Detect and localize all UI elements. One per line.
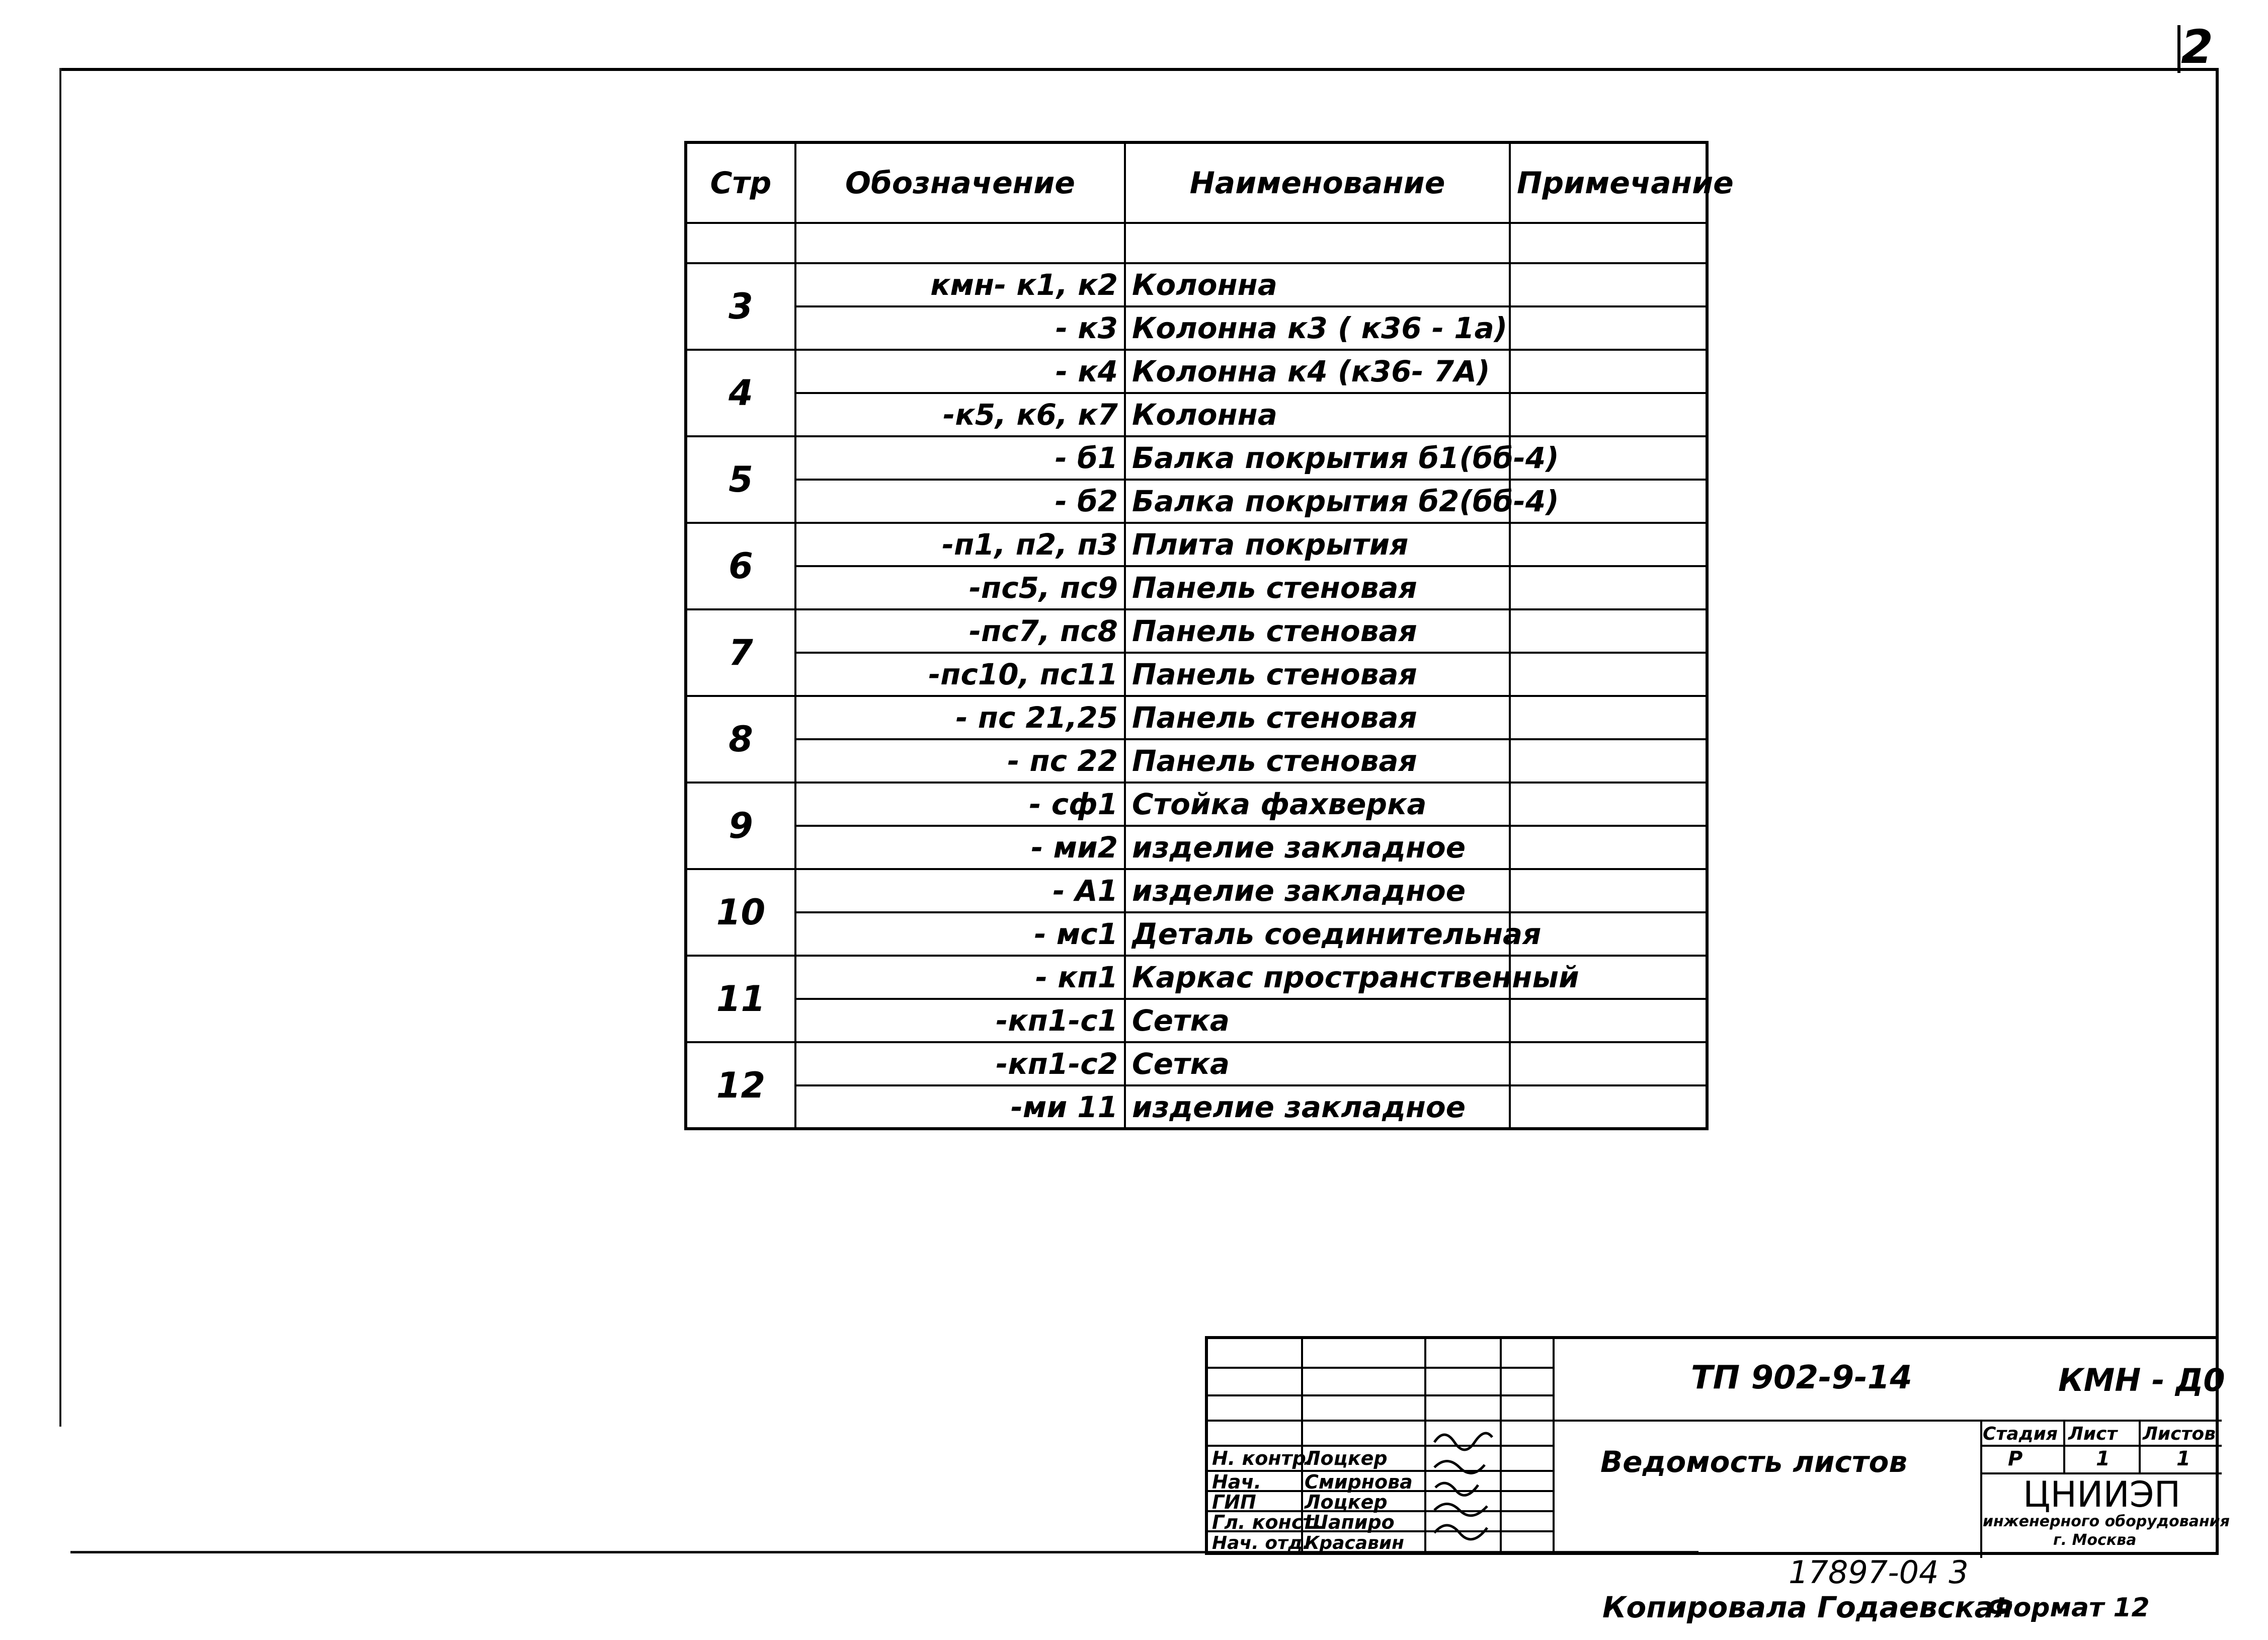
role-label: Н. контр. [1212,1447,1314,1469]
role-name: Лоцкер [1305,1447,1388,1469]
code-cell: - б2 [795,480,1125,523]
org-city: г. Москва [2053,1531,2137,1549]
name-cell: Плита покрытия [1125,523,1510,566]
tb-divider [2139,1420,2141,1472]
table-row [686,306,1707,350]
role-label: Нач. [1212,1471,1261,1493]
table-row [686,480,1707,523]
table-row [686,739,1707,783]
name-cell: изделие закладное [1125,826,1510,869]
code-cell: -пс10, пс11 [795,653,1125,696]
tb-divider [1208,1445,1553,1447]
sheets-value: 1 [2176,1447,2191,1470]
sheets-label: Листов [2143,1424,2216,1444]
tb-divider [1208,1367,1553,1369]
table-row [686,956,1707,999]
table-row [686,523,1707,566]
code-cell: - к4 [795,350,1125,393]
table-row [686,653,1707,696]
note-cell [1510,869,1707,912]
name-cell: Панель стеновая [1125,653,1510,696]
header-designation: Обозначение [795,142,1125,223]
code-cell: -ми 11 [795,1085,1125,1129]
tb-divider [1980,1445,2222,1447]
code-cell: - сф1 [795,783,1125,826]
page-cell: 5 [686,436,795,523]
code-cell: - мс1 [795,912,1125,956]
spacer-cell [1125,223,1510,263]
name-cell: Сетка [1125,999,1510,1042]
code-cell: -пс7, пс8 [795,609,1125,653]
signatures-graphic [1429,1422,1497,1553]
table-row [686,609,1707,653]
name-cell: Стойка фахверка [1125,783,1510,826]
org-subtitle: инженерного оборудования [1983,1513,2230,1530]
role-name: Шапиро [1305,1511,1395,1533]
name-cell: Каркас пространственный [1125,956,1510,999]
table-row [686,263,1707,306]
role-name: Красавин [1305,1533,1404,1553]
stage-label: Стадия [1983,1424,2058,1444]
note-cell [1510,609,1707,653]
code-cell: - пс 21,25 [795,696,1125,739]
code-cell: - к3 [795,306,1125,350]
code-cell: -пс5, пс9 [795,566,1125,609]
name-cell: Балка покрытия б2(бб-4) [1125,480,1510,523]
code-cell: -кп1-с2 [795,1042,1125,1085]
code-cell: -п1, п2, п3 [795,523,1125,566]
spacer-cell [686,223,795,263]
name-cell: Деталь соединительная [1125,912,1510,956]
note-cell [1510,350,1707,393]
role-label: Нач. отд. [1212,1533,1310,1553]
tb-divider [1980,1420,1982,1558]
note-cell [1510,999,1707,1042]
name-cell: Панель стеновая [1125,609,1510,653]
code-cell: - ми2 [795,826,1125,869]
role-label: Гл. конст. [1212,1511,1321,1533]
page-cell: 8 [686,696,795,783]
tb-divider [1553,1339,1555,1552]
tb-divider [1208,1394,1553,1396]
role-label: ГИП [1212,1491,1256,1513]
code-cell: - кп1 [795,956,1125,999]
title-block [1205,1336,2230,1555]
header-note: Примечание [1510,142,1707,223]
name-cell: Колонна к3 ( к36 - 1а) [1125,306,1510,350]
frame-left-edge [59,68,61,1427]
header-name: Наименование [1125,142,1510,223]
table-row [686,999,1707,1042]
note-cell [1510,393,1707,436]
header-page: Стр [686,142,795,223]
note-cell [1510,696,1707,739]
table-row [686,869,1707,912]
note-cell [1510,523,1707,566]
copied-by: Копировала Годаевская [1602,1590,2013,1624]
sheet-value: 1 [2096,1447,2110,1470]
table-row [686,696,1707,739]
note-cell [1510,1085,1707,1129]
note-cell [1510,1042,1707,1085]
name-cell: Панель стеновая [1125,739,1510,783]
table-row [686,566,1707,609]
page-cell: 6 [686,523,795,609]
code-cell: - б1 [795,436,1125,480]
name-cell: Колонна [1125,263,1510,306]
spacer-cell [1510,223,1707,263]
note-cell [1510,826,1707,869]
name-cell: Сетка [1125,1042,1510,1085]
page-cell: 11 [686,956,795,1042]
name-cell: изделие закладное [1125,869,1510,912]
org-name: ЦНИИЭП [2023,1474,2181,1515]
code-cell: -кп1-с1 [795,999,1125,1042]
name-cell: Панель стеновая [1125,566,1510,609]
name-cell: Балка покрытия б1(бб-4) [1125,436,1510,480]
page-cell: 10 [686,869,795,956]
table-row [686,393,1707,436]
doc-title: Ведомость листов [1600,1445,1908,1479]
sheet-list-table [684,141,1734,1130]
spacer-cell [795,223,1125,263]
tb-divider [1208,1420,2222,1422]
tb-divider [2063,1420,2065,1472]
note-cell [1510,306,1707,350]
name-cell: Колонна к4 (к36- 7А) [1125,350,1510,393]
project-code: ТП 902-9-14 [1691,1359,1912,1396]
page-number: 2 [2181,20,2214,74]
table-header-row [686,142,1707,223]
role-name: Лоцкер [1305,1491,1388,1513]
note-cell [1510,566,1707,609]
sheet-label: Лист [2068,1424,2118,1444]
page-cell: 4 [686,350,795,436]
stamp-number: 17897-04 3 [1789,1554,1969,1591]
code-cell: - пс 22 [795,739,1125,783]
page-cell: 12 [686,1042,795,1129]
page-cell: 3 [686,263,795,350]
stage-value: Р [2008,1447,2023,1470]
table-row [686,826,1707,869]
table-row [686,783,1707,826]
page-cell: 9 [686,783,795,869]
code-cell: -к5, к6, к7 [795,393,1125,436]
table-row [686,912,1707,956]
format-label: Формат 12 [1987,1593,2150,1623]
table-row [686,350,1707,393]
name-cell: Колонна [1125,393,1510,436]
code-cell: кмн- к1, к2 [795,263,1125,306]
role-name: Смирнова [1305,1471,1413,1493]
code-cell: - А1 [795,869,1125,912]
note-cell [1510,739,1707,783]
table-spacer-row [686,223,1707,263]
table-row [686,436,1707,480]
note-cell [1510,263,1707,306]
name-cell: изделие закладное [1125,1085,1510,1129]
table-body [686,223,1707,1129]
table-row [686,1042,1707,1085]
note-cell [1510,653,1707,696]
table-row [686,1085,1707,1129]
name-cell: Панель стеновая [1125,696,1510,739]
note-cell [1510,783,1707,826]
doc-code: КМН - Д0 [2058,1362,2225,1398]
page-number-bar [2177,25,2180,73]
page-cell: 7 [686,609,795,696]
